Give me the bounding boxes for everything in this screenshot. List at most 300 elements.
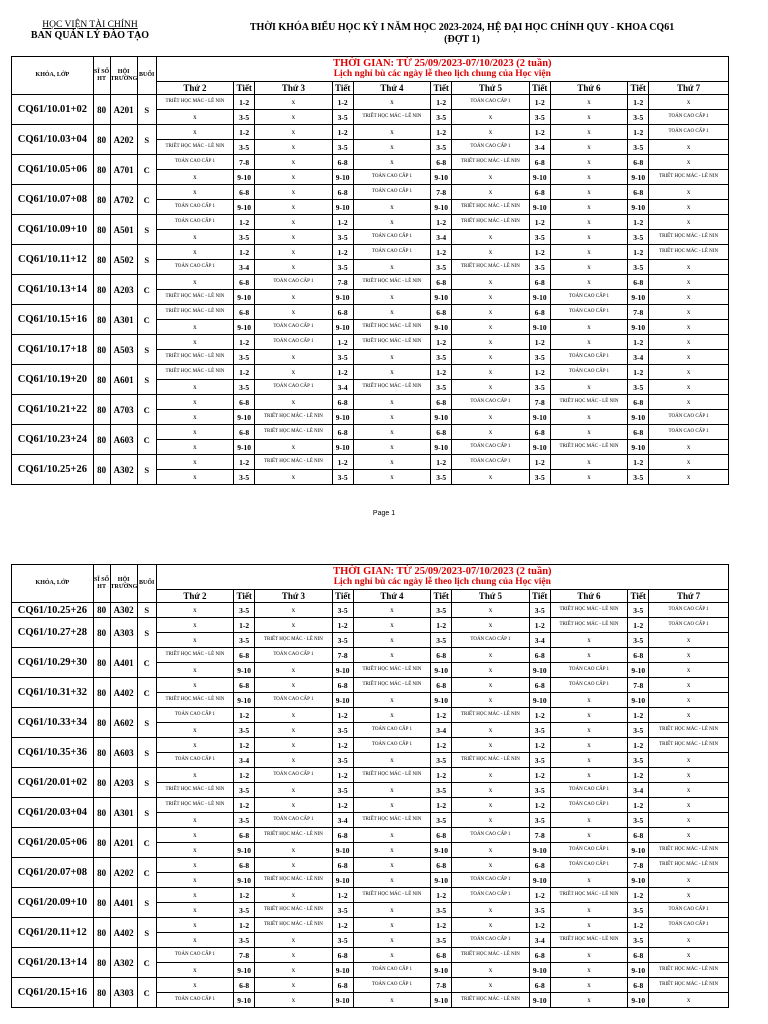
subject-cell: TRIẾT HỌC MÁC - LÊ NIN (550, 933, 628, 948)
subject-cell: x (649, 440, 729, 455)
period-cell: 1-2 (332, 455, 353, 470)
session-code: S (137, 455, 156, 485)
table-row (12, 155, 729, 170)
subject-cell: x (649, 813, 729, 828)
table-row (12, 828, 729, 843)
subject-cell: x (255, 663, 333, 678)
subject-cell: x (649, 798, 729, 813)
period-cell: 6-8 (431, 858, 452, 873)
subject-cell: x (353, 843, 431, 858)
subject-cell: x (649, 783, 729, 798)
subject-cell: x (550, 633, 628, 648)
subject-cell: x (452, 290, 530, 305)
subject-cell: x (255, 708, 333, 723)
period-cell: 3-5 (628, 933, 649, 948)
period-cell: 9-10 (431, 410, 452, 425)
subject-cell: TRIẾT HỌC MÁC - LÊ NIN (649, 858, 729, 873)
subject-cell: TRIẾT HỌC MÁC - LÊ NIN (452, 708, 530, 723)
subject-cell: TOÁN CAO CẤP 1 (452, 455, 530, 470)
table-row (12, 618, 729, 633)
subject-cell: TOÁN CAO CẤP 1 (353, 245, 431, 260)
day-header: Thứ 7 (649, 82, 729, 95)
period-cell: 3-5 (431, 933, 452, 948)
period-cell: 6-8 (628, 425, 649, 440)
period-cell: 6-8 (332, 858, 353, 873)
title-line-2: (ĐỢT 1) (444, 34, 480, 45)
subject-cell: x (550, 873, 628, 888)
period-cell: 3-5 (529, 470, 550, 485)
period-cell: 9-10 (628, 170, 649, 185)
period-cell: 9-10 (529, 440, 550, 455)
subject-cell: x (255, 933, 333, 948)
subject-cell: x (550, 918, 628, 933)
header-session-col: BUỔI (137, 57, 156, 95)
period-cell: 3-5 (332, 903, 353, 918)
period-cell: 6-8 (234, 395, 255, 410)
period-cell: 3-5 (431, 350, 452, 365)
period-cell: 3-5 (332, 633, 353, 648)
period-cell: 1-2 (431, 335, 452, 350)
period-cell: 3-5 (529, 230, 550, 245)
document-page-2 (0, 564, 768, 1024)
room-code: A402 (110, 918, 137, 948)
room-code: A701 (110, 155, 137, 185)
period-cell: 1-2 (529, 455, 550, 470)
subject-cell: x (255, 678, 333, 693)
period-cell: 9-10 (529, 290, 550, 305)
period-cell: 9-10 (234, 663, 255, 678)
class-code: CQ61/10.25+26 (12, 603, 94, 618)
subject-cell: TOÁN CAO CẤP 1 (452, 95, 530, 110)
subject-cell: x (649, 993, 729, 1008)
subject-cell: TOÁN CAO CẤP 1 (649, 110, 729, 125)
period-cell: 9-10 (431, 320, 452, 335)
subject-cell: x (255, 290, 333, 305)
subject-cell: x (255, 738, 333, 753)
subject-cell: x (649, 395, 729, 410)
period-cell: 1-2 (234, 455, 255, 470)
room-code: A201 (110, 828, 137, 858)
subject-cell: TOÁN CAO CẤP 1 (255, 768, 333, 783)
period-cell: 9-10 (529, 843, 550, 858)
period-cell: 3-4 (332, 813, 353, 828)
period-cell: 3-4 (529, 933, 550, 948)
class-size: 80 (93, 125, 110, 155)
period-cell: 9-10 (234, 440, 255, 455)
subject-cell: TOÁN CAO CẤP 1 (255, 320, 333, 335)
subject-cell: TOÁN CAO CẤP 1 (550, 678, 628, 693)
period-cell: 3-5 (332, 260, 353, 275)
subject-cell: x (156, 918, 234, 933)
subject-cell: x (353, 260, 431, 275)
period-cell: 6-8 (628, 275, 649, 290)
subject-cell: x (353, 470, 431, 485)
room-code: A302 (110, 603, 137, 618)
subject-cell: x (452, 783, 530, 798)
subject-cell: TRIẾT HỌC MÁC - LÊ NIN (550, 618, 628, 633)
period-cell: 6-8 (332, 978, 353, 993)
day-header: Thứ 5 (452, 590, 530, 603)
schedule-table-page-2 (11, 564, 729, 1008)
subject-cell: TRIẾT HỌC MÁC - LÊ NIN (156, 140, 234, 155)
period-cell: 6-8 (234, 425, 255, 440)
subject-cell: x (255, 245, 333, 260)
subject-cell: x (649, 215, 729, 230)
subject-cell: TOÁN CAO CẤP 1 (255, 275, 333, 290)
subject-cell: TRIẾT HỌC MÁC - LÊ NIN (452, 993, 530, 1008)
page-number: Page 1 (372, 510, 396, 517)
subject-cell: x (156, 470, 234, 485)
subject-cell: x (353, 410, 431, 425)
subject-cell: x (156, 335, 234, 350)
session-code: S (137, 738, 156, 768)
subject-cell: TOÁN CAO CẤP 1 (550, 305, 628, 320)
title-line-1: THỜI KHÓA BIỂU HỌC KỲ I NĂM HỌC 2023-2024, HỆ ĐẠI HỌC CHÍNH QUY - KHOA CQ61 (249, 22, 675, 33)
subject-cell: x (452, 978, 530, 993)
subject-cell: TOÁN CAO CẤP 1 (649, 903, 729, 918)
period-cell: 6-8 (234, 828, 255, 843)
room-code: A303 (110, 978, 137, 1008)
period-cell: 1-2 (332, 888, 353, 903)
subject-cell: x (156, 663, 234, 678)
subject-cell: x (649, 753, 729, 768)
subject-cell: x (353, 708, 431, 723)
period-cell: 6-8 (431, 425, 452, 440)
subject-cell: x (255, 783, 333, 798)
subject-cell: TRIẾT HỌC MÁC - LÊ NIN (156, 798, 234, 813)
room-code: A602 (110, 708, 137, 738)
period-cell: 3-5 (529, 603, 550, 618)
period-cell: 3-5 (234, 903, 255, 918)
subject-cell: TRIẾT HỌC MÁC - LÊ NIN (649, 978, 729, 993)
subject-cell: x (452, 678, 530, 693)
subject-cell: x (550, 320, 628, 335)
period-cell: 6-8 (332, 155, 353, 170)
room-code: A202 (110, 125, 137, 155)
subject-cell: x (255, 155, 333, 170)
subject-cell: x (353, 873, 431, 888)
session-code: S (137, 768, 156, 798)
period-cell: 1-2 (529, 768, 550, 783)
session-code: S (137, 125, 156, 155)
period-cell: 1-2 (332, 335, 353, 350)
period-cell: 6-8 (431, 828, 452, 843)
period-cell: 9-10 (529, 663, 550, 678)
subject-cell: TOÁN CAO CẤP 1 (550, 663, 628, 678)
subject-cell: x (550, 155, 628, 170)
period-cell: 1-2 (332, 738, 353, 753)
subject-cell: x (156, 395, 234, 410)
period-cell: 3-5 (431, 813, 452, 828)
period-cell: 6-8 (431, 678, 452, 693)
session-code: S (137, 888, 156, 918)
period-cell: 6-8 (529, 305, 550, 320)
subject-cell: x (255, 350, 333, 365)
table-row (12, 125, 729, 140)
subject-cell: TOÁN CAO CẤP 1 (353, 170, 431, 185)
subject-cell: x (452, 275, 530, 290)
subject-cell: x (255, 110, 333, 125)
subject-cell: x (550, 753, 628, 768)
class-code: CQ61/10.07+08 (12, 185, 94, 215)
class-size: 80 (93, 678, 110, 708)
period-cell: 1-2 (628, 335, 649, 350)
subject-cell: x (353, 918, 431, 933)
subject-cell: TOÁN CAO CẤP 1 (353, 978, 431, 993)
period-cell: 6-8 (431, 395, 452, 410)
period-cell: 3-5 (431, 260, 452, 275)
subject-cell: x (550, 185, 628, 200)
subject-cell: x (649, 140, 729, 155)
subject-cell: x (550, 245, 628, 260)
subject-cell: x (550, 813, 628, 828)
class-size: 80 (93, 828, 110, 858)
subject-cell: x (353, 425, 431, 440)
period-cell: 3-4 (529, 633, 550, 648)
subject-cell: x (452, 110, 530, 125)
tiet-header: Tiết (234, 82, 255, 95)
subject-cell: TRIẾT HỌC MÁC - LÊ NIN (156, 305, 234, 320)
period-cell: 3-5 (628, 140, 649, 155)
subject-cell: TRIẾT HỌC MÁC - LÊ NIN (452, 200, 530, 215)
class-code: CQ61/10.25+26 (12, 455, 94, 485)
period-cell: 3-5 (332, 933, 353, 948)
subject-cell: TOÁN CAO CẤP 1 (452, 888, 530, 903)
subject-cell: x (353, 215, 431, 230)
subject-cell: x (649, 155, 729, 170)
time-range-text: THỜI GIAN: TỪ 25/09/2023-07/10/2023 (2 tuần) (333, 58, 552, 69)
period-cell: 9-10 (529, 873, 550, 888)
period-cell: 6-8 (234, 858, 255, 873)
room-code: A601 (110, 365, 137, 395)
period-cell: 6-8 (529, 155, 550, 170)
period-cell: 6-8 (628, 185, 649, 200)
subject-cell: x (550, 335, 628, 350)
period-cell: 1-2 (332, 125, 353, 140)
subject-cell: x (156, 888, 234, 903)
table-row (12, 365, 729, 380)
subject-cell: TRIẾT HỌC MÁC - LÊ NIN (649, 963, 729, 978)
subject-cell: TRIẾT HỌC MÁC - LÊ NIN (649, 738, 729, 753)
period-cell: 3-5 (628, 903, 649, 918)
subject-cell: x (353, 140, 431, 155)
subject-cell: x (452, 335, 530, 350)
class-code: CQ61/20.09+10 (12, 888, 94, 918)
period-cell: 3-5 (431, 470, 452, 485)
subject-cell: x (649, 470, 729, 485)
subject-cell: TRIẾT HỌC MÁC - LÊ NIN (156, 290, 234, 305)
period-cell: 3-4 (234, 753, 255, 768)
subject-cell: x (452, 918, 530, 933)
subject-cell: TRIẾT HỌC MÁC - LÊ NIN (255, 455, 333, 470)
header-class-col: KHÓA, LỚP (12, 57, 94, 95)
subject-cell: x (156, 380, 234, 395)
subject-cell: x (156, 738, 234, 753)
subject-cell: x (550, 425, 628, 440)
period-cell: 3-5 (234, 380, 255, 395)
schedule-table-page-1 (11, 56, 729, 485)
class-code: CQ61/10.29+30 (12, 648, 94, 678)
subject-cell: x (255, 200, 333, 215)
period-cell: 3-5 (628, 723, 649, 738)
session-code: S (137, 95, 156, 125)
period-cell: 9-10 (234, 993, 255, 1008)
period-cell: 1-2 (234, 245, 255, 260)
subject-cell: x (156, 440, 234, 455)
room-code: A203 (110, 768, 137, 798)
subject-cell: x (156, 903, 234, 918)
subject-cell: x (452, 380, 530, 395)
period-cell: 7-8 (529, 395, 550, 410)
period-cell: 9-10 (332, 440, 353, 455)
period-cell: 9-10 (332, 693, 353, 708)
subject-cell: x (353, 455, 431, 470)
subject-cell: TOÁN CAO CẤP 1 (550, 365, 628, 380)
session-code: S (137, 603, 156, 618)
period-cell: 1-2 (234, 888, 255, 903)
period-cell: 1-2 (431, 618, 452, 633)
period-cell: 1-2 (628, 455, 649, 470)
subject-cell: x (255, 858, 333, 873)
room-code: A703 (110, 395, 137, 425)
period-cell: 7-8 (628, 678, 649, 693)
period-cell: 7-8 (529, 828, 550, 843)
subject-cell: x (353, 798, 431, 813)
period-cell: 3-5 (234, 603, 255, 618)
period-cell: 3-5 (529, 783, 550, 798)
subject-cell: x (550, 125, 628, 140)
subject-cell: x (649, 768, 729, 783)
period-cell: 1-2 (234, 918, 255, 933)
header-size-col: SĨ SỐ HT (93, 565, 110, 603)
subject-cell: x (255, 395, 333, 410)
subject-cell: TRIẾT HỌC MÁC - LÊ NIN (452, 215, 530, 230)
subject-cell: TOÁN CAO CẤP 1 (156, 215, 234, 230)
period-cell: 9-10 (234, 200, 255, 215)
subject-cell: x (156, 230, 234, 245)
subject-cell: x (452, 798, 530, 813)
subject-cell: x (255, 365, 333, 380)
subject-cell: x (452, 768, 530, 783)
period-cell: 1-2 (628, 245, 649, 260)
period-cell: 6-8 (332, 425, 353, 440)
class-size: 80 (93, 888, 110, 918)
subject-cell: TOÁN CAO CẤP 1 (255, 813, 333, 828)
document-title (212, 22, 712, 46)
subject-cell: TOÁN CAO CẤP 1 (156, 948, 234, 963)
department-name: BAN QUẢN LÝ ĐÀO TẠO (30, 30, 150, 41)
room-code: A201 (110, 95, 137, 125)
header-size-col: SĨ SỐ HT (93, 57, 110, 95)
period-cell: 9-10 (529, 320, 550, 335)
period-cell: 6-8 (628, 948, 649, 963)
session-code: C (137, 395, 156, 425)
day-header: Thứ 4 (353, 82, 431, 95)
class-code: CQ61/10.19+20 (12, 365, 94, 395)
subject-cell: x (353, 783, 431, 798)
subject-cell: x (156, 618, 234, 633)
period-cell: 7-8 (332, 648, 353, 663)
period-cell: 9-10 (332, 993, 353, 1008)
class-code: CQ61/20.15+16 (12, 978, 94, 1008)
period-cell: 3-5 (628, 110, 649, 125)
period-cell: 1-2 (529, 95, 550, 110)
table-row (12, 395, 729, 410)
subject-cell: x (550, 993, 628, 1008)
session-code: C (137, 858, 156, 888)
subject-cell: x (452, 305, 530, 320)
subject-cell: x (649, 678, 729, 693)
class-code: CQ61/10.23+24 (12, 425, 94, 455)
subject-cell: x (156, 603, 234, 618)
subject-cell: TOÁN CAO CẤP 1 (649, 603, 729, 618)
period-cell: 7-8 (332, 275, 353, 290)
period-cell: 6-8 (332, 948, 353, 963)
subject-cell: x (649, 648, 729, 663)
subject-cell: x (255, 753, 333, 768)
subject-cell: x (550, 903, 628, 918)
period-cell: 1-2 (431, 798, 452, 813)
period-cell: 9-10 (332, 410, 353, 425)
subject-cell: x (452, 903, 530, 918)
period-cell: 1-2 (431, 365, 452, 380)
class-code: CQ61/20.13+14 (12, 948, 94, 978)
class-size: 80 (93, 215, 110, 245)
class-code: CQ61/20.11+12 (12, 918, 94, 948)
period-cell: 6-8 (234, 305, 255, 320)
period-cell: 3-5 (332, 723, 353, 738)
subject-cell: x (649, 365, 729, 380)
subject-cell: x (550, 738, 628, 753)
period-cell: 6-8 (234, 678, 255, 693)
header-room-col: HỘI TRƯỜNG (110, 565, 137, 603)
period-cell: 6-8 (529, 185, 550, 200)
room-code: A502 (110, 245, 137, 275)
session-code: C (137, 275, 156, 305)
period-cell: 7-8 (234, 948, 255, 963)
table-row (12, 275, 729, 290)
period-cell: 6-8 (332, 828, 353, 843)
period-cell: 3-5 (234, 783, 255, 798)
period-cell: 1-2 (529, 245, 550, 260)
period-cell: 6-8 (332, 305, 353, 320)
period-cell: 6-8 (431, 648, 452, 663)
class-size: 80 (93, 95, 110, 125)
subject-cell: x (255, 843, 333, 858)
period-cell: 1-2 (234, 618, 255, 633)
subject-cell: TOÁN CAO CẤP 1 (353, 723, 431, 738)
period-cell: 9-10 (529, 963, 550, 978)
day-header: Thứ 2 (156, 590, 234, 603)
subject-cell: TOÁN CAO CẤP 1 (452, 440, 530, 455)
period-cell: 3-5 (431, 903, 452, 918)
period-cell: 3-5 (431, 380, 452, 395)
subject-cell: x (550, 140, 628, 155)
subject-cell: x (255, 95, 333, 110)
period-cell: 1-2 (332, 245, 353, 260)
room-code: A702 (110, 185, 137, 215)
period-cell: 6-8 (529, 858, 550, 873)
period-cell: 6-8 (628, 828, 649, 843)
table-row (12, 708, 729, 723)
period-cell: 1-2 (628, 125, 649, 140)
period-cell: 7-8 (431, 978, 452, 993)
day-header: Thứ 7 (649, 590, 729, 603)
table-row (12, 335, 729, 350)
room-code: A303 (110, 618, 137, 648)
session-code: C (137, 185, 156, 215)
subject-cell: x (156, 633, 234, 648)
